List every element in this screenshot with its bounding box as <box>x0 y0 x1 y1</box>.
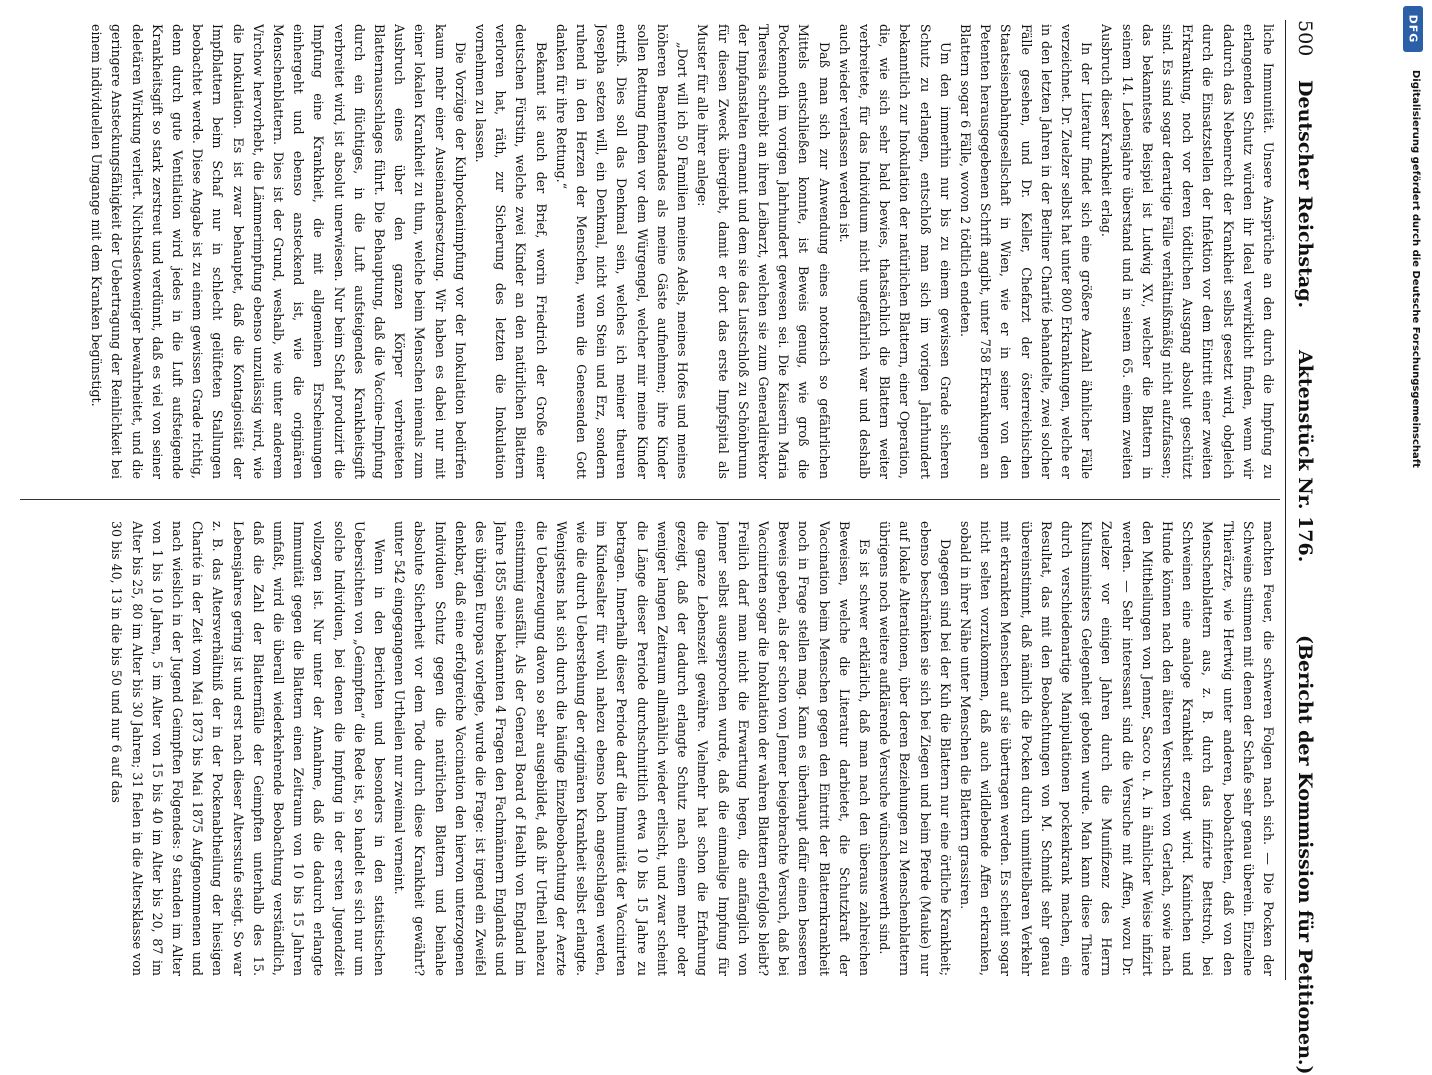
paragraph: Wenn in den Berichten und besonders in den statistischen Uebersichten von „Geimpften“ die Rede ist, so handelt es sich nur um solche Individuen, bei denen die Impfung in der ersten Jugendzeit vollzogen ist. Nur unter der Annahme, daß die dadurch erlangte Immunität gegen die Blattern einen Zeitraum von 10 bis 15 Jahren umfaßt, wird die überall wiederkehrende Beobachtung verständlich, daß die Zahl der Blatternfälle der Geimpften unterhalb des 15. Lebensjahres gering ist und erst nach dieser Altersstufe steigt. So war z. B. das Altersverhältniß der in der Pockenabtheilung der hiesigen Charité in der Zeit vom Mai 1873 bis Mai 1875 Aufgenommenen und nach wieslich in der Jugend Geimpften Folgendes: 9 standen im Alter von 1 bis 10 Jahren, 5 im Alter von 15 bis 40 im Alter bis 20, 87 im Alter bis 25, 80 im Alter bis 30 Jahren; 31 fielen in die Altersklasse von 30 bis 40, 13 in die bis 50 und nur 6 auf das <box>109 521 388 976</box>
paragraph: Um den immerhin nur bis zu einem gewissen Grade sicheren Schutz zu erlangen, entschloß man sich im vorigen Jahrhundert bekanntlich zur Inokulation der natürlichen Blattern, einer Operation, die, wie sich sehr bald bewies, thatsächlich die Blattern weiter verbreitete, für das Individuum nicht ungefährlich war und deshalb auch wieder verlassen werden ist. <box>836 24 953 479</box>
paragraph: In der Literatur findet sich eine größere Anzahl ähnlicher Fälle verzeichnet. Dr. Zuelzer selbst hat unter 800 Erkrankungen, welche er in den letzten Jahren in der Berliner Charité behandelte, zwei solcher Fälle gesehen, und Dr. Keller, Chefarzt der österreichischen Staatseisenbahngesellschaft in Wien, wie er in seiner von den Petenten herausgegebenen Schrift angibt, unter 758 Erkrankungen an Blattern sogar 6 Fälle, wovon 2 tödtlich endeten. <box>957 24 1095 479</box>
dfg-logo-text: DFG <box>1406 14 1420 44</box>
header-left: Deutscher Reichstag. <box>1294 80 1316 309</box>
digitization-note: Digitalisierung gefördert durch die Deutsche Forschungsgemeinschaft <box>1410 70 1421 468</box>
paragraph: liche Immunität. Unsere Ansprüche an den durch die Impfung zu erlangenden Schutz würden ihr Ideal verwirklicht finden, wenn wir dadurch das Nebenrecht der Krankheit selbst gesetzt wird, obgleich durch die Einsatzstellen der Infektion vor dem Eintritt einer zweiten Erkrankung, noch vor deren tödtlichen Ausgang absolut geschützt sind. Es sind sogar derartige Fälle verhältnißmäßig nicht aufzufassen; das bekannteste Beispiel ist Ludwig XV., welcher die Blattern in seinem 14. Lebensjahre überstand und in seinem 65. einem zweiten Ausbruch dieser Krankheit erlag. <box>1099 24 1276 479</box>
quotation: „Dort will ich 50 Familien meines Adels, meines Hofes und meines höheren Beamtenstandes als meine Gäste aufnehmen; ihre Kinder sollen Rettung finden vor dem Würgengel, welcher mir meine Kinder entriß. Dies soll das Denkmal sein, welches ich meiner theuren Josepha setzen will, ein Denkmal, nicht von Stein und Erz, sondern ruhend in den Herzen der Menschen, wenn die Genesenden Gott danken für ihre Rettung.“ <box>553 24 691 479</box>
page-number: 500 <box>1294 20 1316 57</box>
paragraph: Dagegen sind bei der Kuh die Blattern nur eine örtliche Krankheit; ebenso beschränken sie sich bei Ziegen und beim Pferde (Mauke) nur auf lokale Alterationen, über deren Beziehungen zu Menschenblattern übrigens noch weitere aufklärende Versuche wünschenswerth sind. <box>877 521 953 976</box>
header-right: (Bericht der Kommission für Petitionen.) <box>1294 635 1316 1075</box>
left-column <box>18 24 1278 479</box>
paragraph: machten Feuer, die schweren Folgen nach sich. — Die Pocken der Schweine stimmen mit denen der Schafe sehr genau überein. Einzelne Thierärzte, wie Hertwig unter anderen, beobachteten, daß von den Menschenblattern aus, z. B. durch das infizirte Bettstroh, bei Schweinen eine analoge Krankheit erzeugt wird. Kaninchen und Hunde können nach den älteren Versuchen von Gerlach, sowie nach den Mittheilungen von Jenner, Sacco u. A. in ähnlicher Weise infizirt werden. — Sehr interessant sind die Versuche mit Affen, wozu Dr. Zuelzer vor einigen Jahren durch die Munifizenz des Herrn Kultusministers Gelegenheit geboten wurde. Man kann diese Thiere durch verschiedenartige Manipulationen pockenkrank machen, ein Resultat, das mit den Beobachtungen von M. Schmidt sehr genau übereinstimmt, daß nämlich die Pocken durch unmittelbaren Verkehr mit erkrankten Menschen auf sie übertragen werden. Es scheint sogar nicht selten vorzukommen, daß auch wildlebende Affen erkranken, sobald in ihrer Nähe unter Menschen die Blattern grassiren. <box>957 521 1276 976</box>
paragraph: Es ist schwer erklärlich, daß man nach den überaus zahlreichen Beweisen, welche die Literatur darbietet, die Schutzkraft der Vaccination beim Menschen gegen den Eintritt der Blatternkrankheit noch in Frage stellen mag. Kann es überhaupt dafür einen besseren Beweis geben, als der schon von Jenner beigebrachte Versuch, daß bei Vaccinirten sogar die Inokulation der wahren Blattern erfolglos bleibt? Freilich darf man nicht die Erwartung hegen, die anfänglich von Jenner selbst ausgesprochen wurde, daß die einmalige Impfung für die ganze Lebenszeit gewähre. Vielmehr hat schon die Erfahrung gezeigt, daß der dadurch erlangte Schutz nach einem mehr oder weniger langen Zeitraum allmählich wieder erlischt, und zwar scheint die Länge dieser Periode durchschnittlich etwa 10 bis 15 Jahre zu betragen. Innerhalb dieser Periode darf die Immunität der Vaccinirten im Kindesalter für wohl nahezu ebenso hoch angeschlagen werden, wie die durch Ueberstehung der originären Krankheit selbst erlangte. Wenigstens hat sich durch die häufige Einzelbeobachtung der Aerzte die Ueberzeugung davon so sehr ausgebildet, daß ihr Urtheil nahezu einstimmig ausfällt. Als der General Board of Health von England im Jahre 1855 seine bekannten 4 Fragen den Fachmännern Englands und des übrigen Europas vorlegte, wurde die Frage: ist irgend ein Zweifel denkbar, daß eine erfolgreiche Vaccination den hiervon unterzogenen Individuen Schutz gegen die natürlichen Blattern und beinahe absolute Sicherheit vor dem Tode durch diese Krankheit gewährt? unter 542 eingegangenen Urtheilen nur zweimal verneint. <box>392 521 872 976</box>
running-head <box>1285 20 1322 1075</box>
paragraph: Bekannt ist auch der Brief, worin Friedrich der Große einer deutschen Fürstin, welche zwei Kinder an den natürlichen Blattern verloren hat, räth, zur Sicherung des letzten die Inokulation vornehmen zu lassen. <box>473 24 549 479</box>
paragraph: Daß man sich zur Anwendung eines notorisch so gefährlichen Mittels entschließen konnte, ist Beweis genug, wie groß die Pockennoth im vorigen Jahrhundert gewesen sei. Die Kaiserin Maria Theresia schreibt an ihren Leibarzt, welchen sie zum Generaldirektor der Impfanstalten ernannt und dem sie das Lustschloß zu Schönbrunn für diesen Zweck übergiebt, damit er dort das erste Impfspital als Muster für alle ihrer anlege: <box>695 24 832 479</box>
column-divider <box>20 499 1280 500</box>
digitization-side-strip <box>1395 0 1432 1000</box>
paragraph: Die Vorzüge der Kuhpockenimpfung vor der Inokulation bedürfen kaum mehr einer Auseinandersetzung. Wir haben es dabei nur mit einer lokalen Krankheit zu thun, welche beim Menschen niemals zum Ausbruch eines über den ganzen Körper verbreiteten Blatternausschlages führt. Die Behauptung, daß die Vaccine-Impfung durch ein flüchtiges, in die Luft aufsteigendes Krankheitsgift verbreitet wird, ist absolut unerwiesen. Nur beim Schaf produzirt die Impfung eine Krankheit, die mit allgemeinen Erscheinungen einhergeht und ebenso ansteckend ist, wie die originären Menschenblattern. Dies ist der Grund, weshalb, wie unter anderem Virchow hervorhebt, die Lämmerimpfung ebenso unzulässig wird, wie die Inokulation. Es ist zwar behauptet, daß die Kontagiosität der Impfblattern beim Schaf nur in schlecht gelüfteten Stallungen beobachtet werde. Diese Angabe ist zu einem gewissen Grade richtig, denn durch gute Ventilation wird jedes in die Luft aufsteigende Krankheitsgift so stark zerstreut und verdünnt, daß es viel von seiner deletären Wirkung verliert. Nichtsdestoweniger bewahrheitet, und die geringere Ansteckungsfähigkeit der Uebertragung der Reinlichkeit bei einem individuellen Umgange mit dem Kranken begünstigt. <box>89 24 468 479</box>
header-center: Aktenstück Nr. 176. <box>1294 350 1316 563</box>
right-column <box>18 521 1278 976</box>
dfg-logo <box>1403 6 1423 52</box>
